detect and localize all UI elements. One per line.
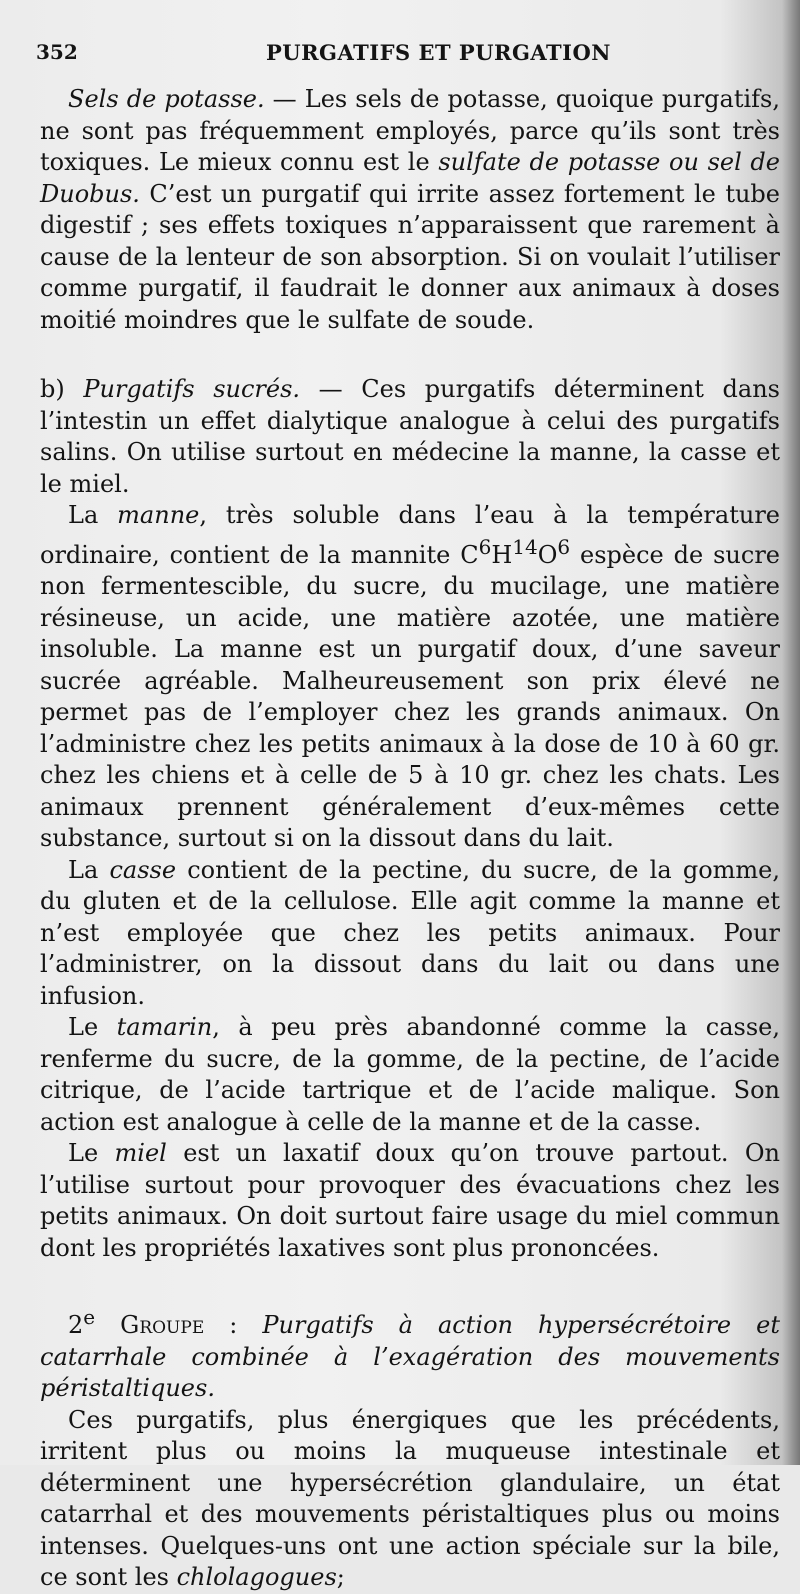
chlolagogues-term: chlolagogues [176, 1563, 337, 1591]
casse-term: casse [109, 855, 177, 884]
casse-text: contient de la pectine, du sucre, de la gomme, du gluten et de la cellulose. Elle agit comme la manne et n’est employée que chez les petits animaux. Pour l’administrer, on la dissout dans du lait ou dans une infusion. [40, 855, 781, 1010]
groupe-title: Purgatifs à action hypersécrétoire et catarrhale combinée à l’exagération des mouvements péristaltiques. [40, 1311, 781, 1402]
groupe-number-sup: e [83, 1305, 96, 1329]
formula-sup-1: 6 [478, 534, 492, 559]
paragraph-gap [40, 336, 780, 374]
paragraph-groupe-2-heading [40, 1302, 780, 1405]
manne-term: manne [117, 501, 200, 529]
miel-term: miel [114, 1139, 167, 1167]
paragraph-tamarin [40, 1012, 780, 1138]
paragraph-casse [40, 855, 780, 1013]
tamarin-term: tamarin [116, 1013, 213, 1041]
running-title: PURGATIFS ET PURGATION [266, 40, 611, 65]
page-header [36, 40, 770, 72]
page-edge-shadow [782, 0, 800, 1465]
potasse-text-2: C’est un purgatif qui irrite assez fortement le tube digestif ; ses effets toxiques n’apparaissent que rarement à cause de la lenteur de son absorption. Si on voulait l’utiliser comme purgatif, il faudrait le donner aux animaux à doses moitié moindres que le sulfate de soude. [40, 179, 780, 334]
groupe-text-1: Ces purgatifs, plus énergiques que les précédents, irritent plus ou moins la muqueuse intestinale et déterminent une hypersécrétion glandulaire, un état catarrhal et des mouvements péristaltiques plus ou moins intenses. Quelques-uns ont une action spéciale sur la bile, ce sont les [40, 1405, 780, 1591]
paragraph-sucres [40, 374, 780, 500]
manne-text-1: , très soluble dans l’eau à la température ordinaire, contient de la mannite C [40, 501, 780, 569]
sucres-label: b) [40, 375, 84, 403]
paragraph-manne [40, 500, 780, 855]
formula-h: H [491, 540, 513, 569]
manne-pre: La [68, 501, 118, 529]
tamarin-text: , à peu près abandonné comme la casse, renferme du sucre, de la gomme, de la pectine, de l’acide citrique, de l’acide tartrique et de l’acide malique. Son action est analogue à celle de la manne et de la casse. [40, 1013, 780, 1136]
formula-sup-3: 6 [557, 534, 571, 559]
groupe-text-2: ; [336, 1563, 345, 1591]
potasse-text-1: — Les sels de potasse, quoique purgatifs, ne sont pas fréquemment employés, parce qu’ils sont très toxiques. Le mieux connu est le [40, 85, 780, 176]
formula-o: O [537, 540, 558, 569]
section-title-potasse: Sels de potasse. [68, 85, 265, 113]
formula-sup-2: 14 [512, 534, 538, 559]
groupe-label: Groupe : [95, 1311, 263, 1339]
paragraph-potasse [40, 84, 780, 336]
potasse-term: sulfate de potasse ou sel de Duobus. [40, 148, 780, 208]
paragraph-gap [40, 1264, 780, 1302]
miel-text: est un laxatif doux qu’on trouve partout. On l’utilise surtout pour provoquer des évacuations chez les petits animaux. On doit surtout faire usage du miel commun dont les propriétés laxatives sont plus prononcées. [40, 1139, 781, 1262]
casse-pre: La [68, 855, 110, 884]
miel-pre: Le [68, 1139, 115, 1167]
groupe-number: 2 [68, 1311, 84, 1339]
page-number: 352 [36, 40, 78, 64]
paragraph-miel [40, 1138, 780, 1264]
sucres-text: — Ces purgatifs déterminent dans l’intestin un effet dialytique analogue à celui des purgatifs salins. On utilise surtout en médecine la manne, la casse et le miel. [40, 375, 781, 498]
section-title-sucres: Purgatifs sucrés. [83, 375, 301, 403]
body-text [40, 84, 780, 1594]
tamarin-pre: Le [68, 1013, 117, 1041]
paragraph-groupe-2-text [40, 1405, 780, 1594]
manne-text-2: espèce de sucre non fermentescible, du sucre, du mucilage, une matière résineuse, un acide, une matière azotée, une matière insoluble. La manne est un purgatif doux, d’une saveur sucrée agréable. Malheureusement son prix élevé ne permet pas de l’employer chez les grands animaux. On l’administre chez les petits animaux à la dose de 10 à 60 gr. chez les chiens et à celle de 5 à 10 gr. chez les chats. Les animaux prennent généralement d’eux-mêmes cette substance, surtout si on la dissout dans du lait. [40, 540, 780, 852]
